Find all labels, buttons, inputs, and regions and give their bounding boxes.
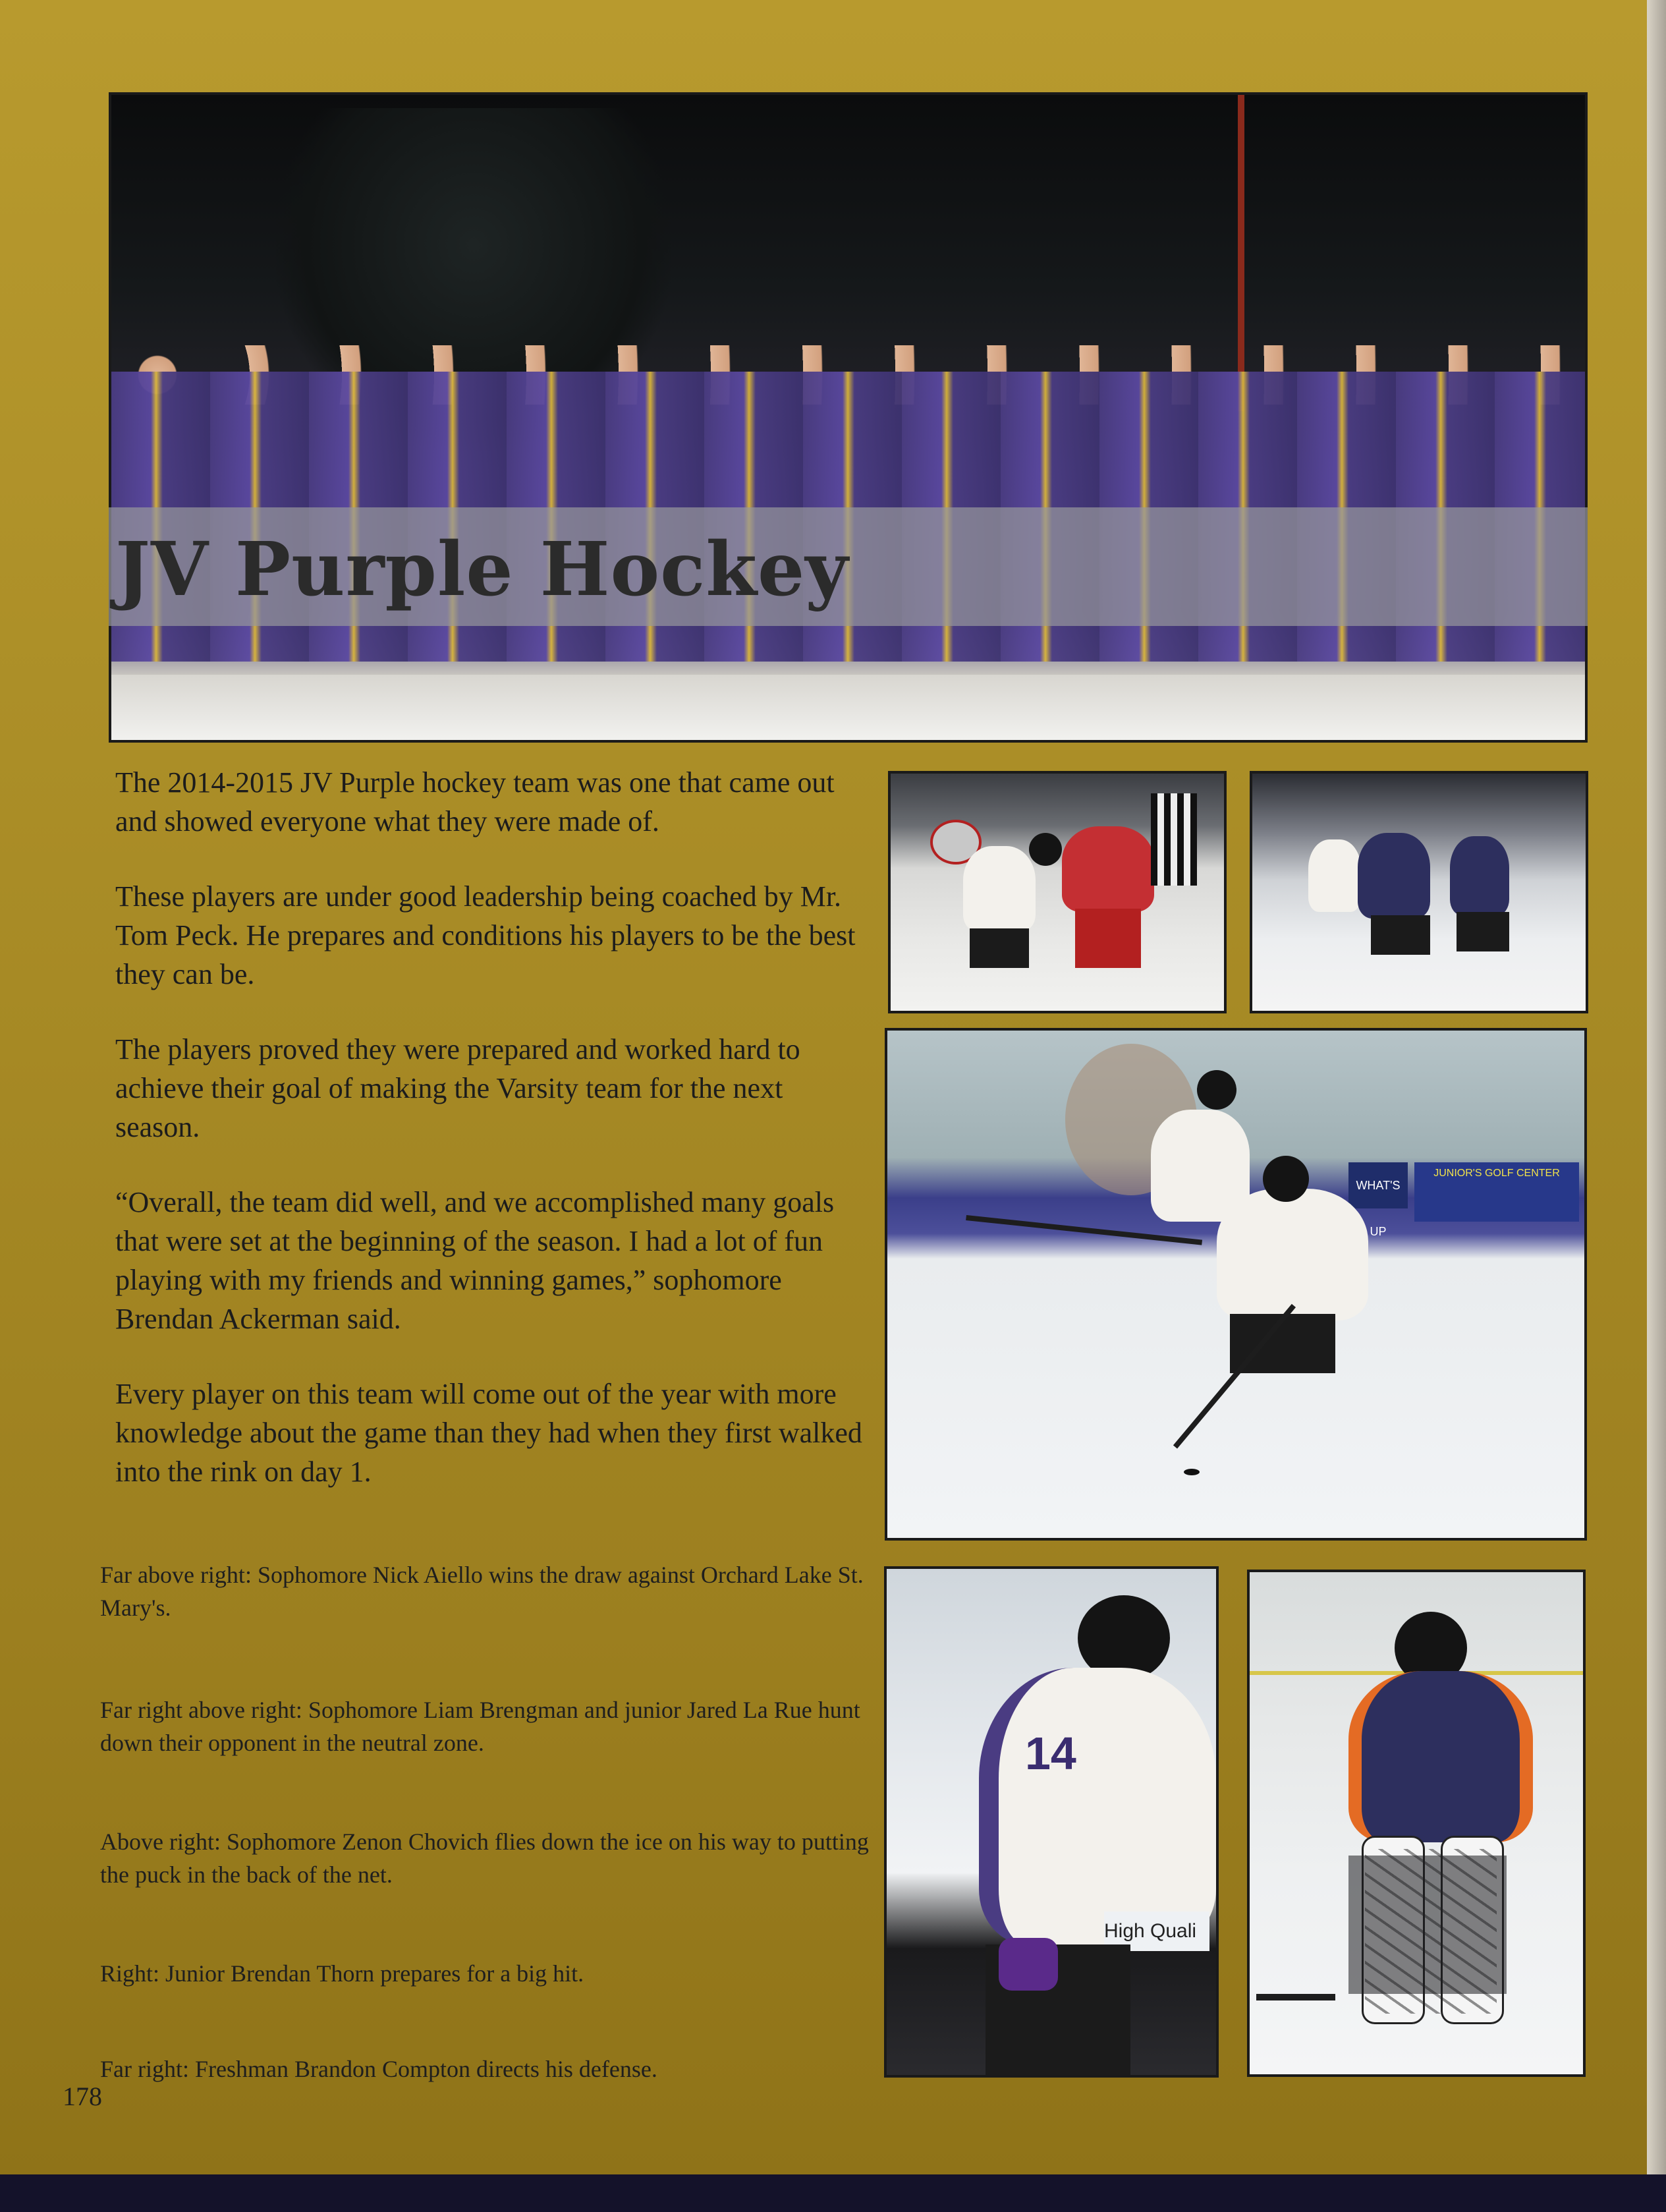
caption: Far right: Freshman Brandon Compton directs his defense. — [100, 2056, 657, 2082]
paragraph: The 2014-2015 JV Purple hockey team was one that came out and showed everyone what they were made of. — [115, 766, 835, 837]
goalie-stick — [1256, 1994, 1335, 2000]
helmet — [1029, 833, 1062, 866]
caption: Far right above right: Sophomore Liam Brengman and junior Jared La Rue hunt down their opponent in the neutral zone. — [100, 1697, 860, 1756]
paragraph: “Overall, the team did well, and we accomplished many goals that were set at the beginning of the season. I had a lot of fun playing with my friends and winning games,” sophomore Brendan Ackerman said. — [115, 1186, 835, 1335]
rink-ad: WHAT'S UP — [1348, 1162, 1408, 1208]
player-jersey — [979, 1668, 1216, 1944]
bottom-strip — [0, 2174, 1666, 2212]
pants — [1371, 915, 1430, 955]
puck — [1184, 1469, 1200, 1475]
team-photo — [109, 92, 1588, 743]
referee — [1151, 793, 1197, 886]
faceoff-photo — [888, 771, 1227, 1013]
paragraph: The players proved they were prepared and worked hard to achieve their goal of making the Varsity team for the next season. — [115, 1033, 800, 1143]
paragraph: Every player on this team will come out of the year with more knowledge about the game than they had when they first walked into the rink on day 1. — [115, 1378, 862, 1488]
player-red — [1062, 826, 1154, 912]
neutral-zone-photo — [1250, 771, 1588, 1013]
rink-ad: JUNIOR'S GOLF CENTER — [1414, 1162, 1579, 1222]
goalie-jersey — [1348, 1671, 1533, 1842]
pants — [1457, 912, 1509, 951]
goalie-photo — [1247, 1570, 1586, 2077]
jersey-number: 14 — [1025, 1728, 1076, 1779]
page-number: 178 — [63, 2082, 102, 2111]
opponent-white — [1308, 839, 1361, 912]
helmet — [1197, 1070, 1236, 1110]
skating-player — [1217, 1189, 1368, 1320]
player-navy — [1450, 836, 1509, 915]
caption: Far above right: Sophomore Nick Aiello wins the draw against Orchard Lake St. Mary's. — [100, 1562, 864, 1621]
red-pants — [1075, 909, 1141, 968]
page-title: JV Purple Hockey — [115, 526, 849, 613]
rink-board: High Quali — [1104, 1912, 1209, 1951]
article-body — [115, 763, 873, 1527]
pants — [970, 928, 1029, 968]
stick-anchor — [1151, 1215, 1153, 1218]
rink-ice — [111, 675, 1585, 743]
helmet — [1263, 1156, 1309, 1202]
page-edge — [1647, 0, 1666, 2174]
player-14-photo — [884, 1566, 1219, 2078]
glove — [999, 1938, 1058, 1991]
skater-photo — [885, 1028, 1587, 1541]
caption: Right: Junior Brendan Thorn prepares for a big hit. — [100, 1960, 584, 1987]
goalie-pants — [1348, 1856, 1507, 1994]
paragraph: These players are under good leadership being coached by Mr. Tom Peck. He prepares and conditions his players to be the best they can be. — [115, 880, 856, 990]
player-white — [963, 846, 1036, 932]
player-navy — [1358, 833, 1430, 919]
caption: Above right: Sophomore Zenon Chovich flies down the ice on his way to putting the puck in the back of the net. — [100, 1829, 869, 1888]
